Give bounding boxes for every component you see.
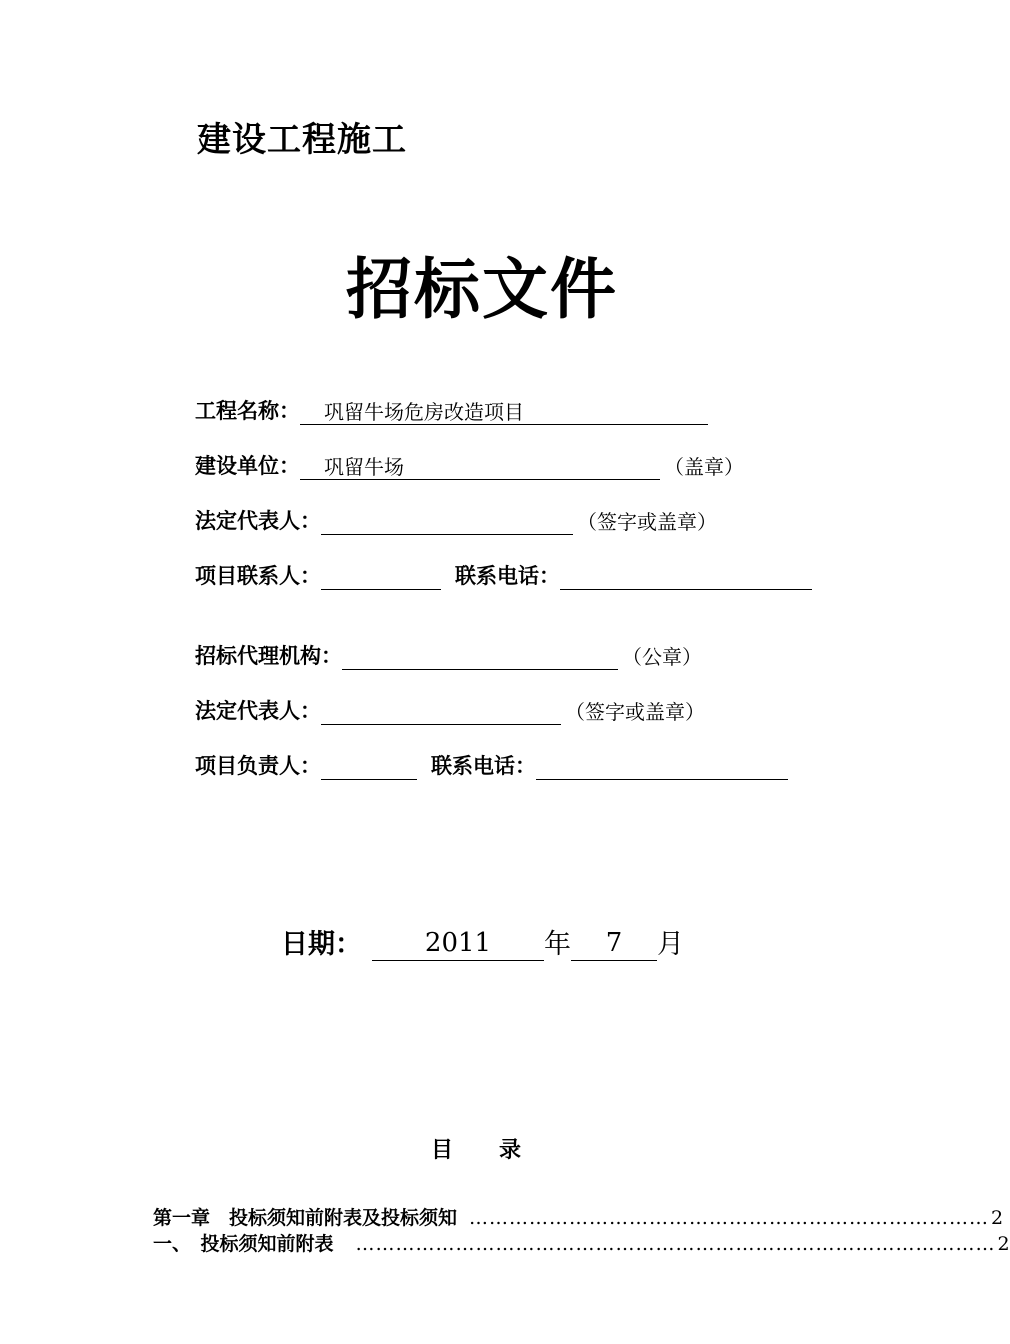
- toc-leader-dots: ……………………………………………………………………: [469, 1207, 990, 1229]
- toc-item-text: 第一章 投标须知前附表及投标须知: [153, 1207, 458, 1229]
- document-subtitle: 建设工程施工: [197, 120, 407, 160]
- project-name-row: [195, 395, 708, 425]
- project-name-value: 巩留牛场危房改造项目: [300, 399, 708, 425]
- date-row: [281, 922, 684, 961]
- date-month-unit: 月: [657, 929, 684, 960]
- toc-item-text: 一、 投标须知前附表: [153, 1233, 334, 1255]
- agency-legal-rep-row: [195, 695, 705, 725]
- toc-item-page: 2: [991, 1207, 1004, 1229]
- contact-row: [195, 560, 812, 590]
- agency-seal-note: （公章）: [622, 645, 702, 669]
- build-unit-value: 巩留牛场: [300, 454, 660, 480]
- contact-blank: [321, 564, 441, 590]
- phone-blank: [560, 564, 812, 590]
- date-year-unit: 年: [544, 929, 571, 960]
- legal-rep-sign-note: （签字或盖章）: [577, 510, 717, 534]
- agency-label: 招标代理机构：: [195, 643, 342, 668]
- date-month: 7: [571, 926, 657, 961]
- legal-rep-row: [195, 505, 717, 535]
- date-year: 2011: [372, 926, 544, 961]
- toc-title: 目录: [431, 1137, 568, 1163]
- legal-rep-label: 法定代表人：: [195, 508, 321, 533]
- date-label: 日期：: [281, 929, 362, 960]
- manager-phone-blank: [536, 754, 788, 780]
- build-unit-label: 建设单位：: [195, 453, 300, 478]
- manager-label: 项目负责人：: [195, 753, 321, 778]
- agency-row: [195, 640, 702, 670]
- toc-item[interactable]: [153, 1203, 1004, 1230]
- agency-legal-rep-sign-note: （签字或盖章）: [565, 700, 705, 724]
- toc-item[interactable]: [153, 1229, 1010, 1256]
- manager-blank: [321, 754, 417, 780]
- contact-label: 项目联系人：: [195, 563, 321, 588]
- manager-row: [195, 750, 788, 780]
- phone-label: 联系电话：: [455, 563, 560, 588]
- agency-blank: [342, 644, 618, 670]
- build-unit-row: [195, 450, 744, 480]
- toc-item-page: 2: [997, 1233, 1010, 1255]
- project-name-label: 工程名称：: [195, 398, 300, 423]
- legal-rep-blank: [321, 509, 573, 535]
- manager-phone-label: 联系电话：: [431, 753, 536, 778]
- build-unit-seal-note: （盖章）: [664, 455, 744, 479]
- agency-legal-rep-blank: [321, 699, 561, 725]
- toc-leader-dots: ……………………………………………………………………………………: [355, 1233, 996, 1255]
- agency-legal-rep-label: 法定代表人：: [195, 698, 321, 723]
- document-title: 招标文件: [346, 250, 618, 328]
